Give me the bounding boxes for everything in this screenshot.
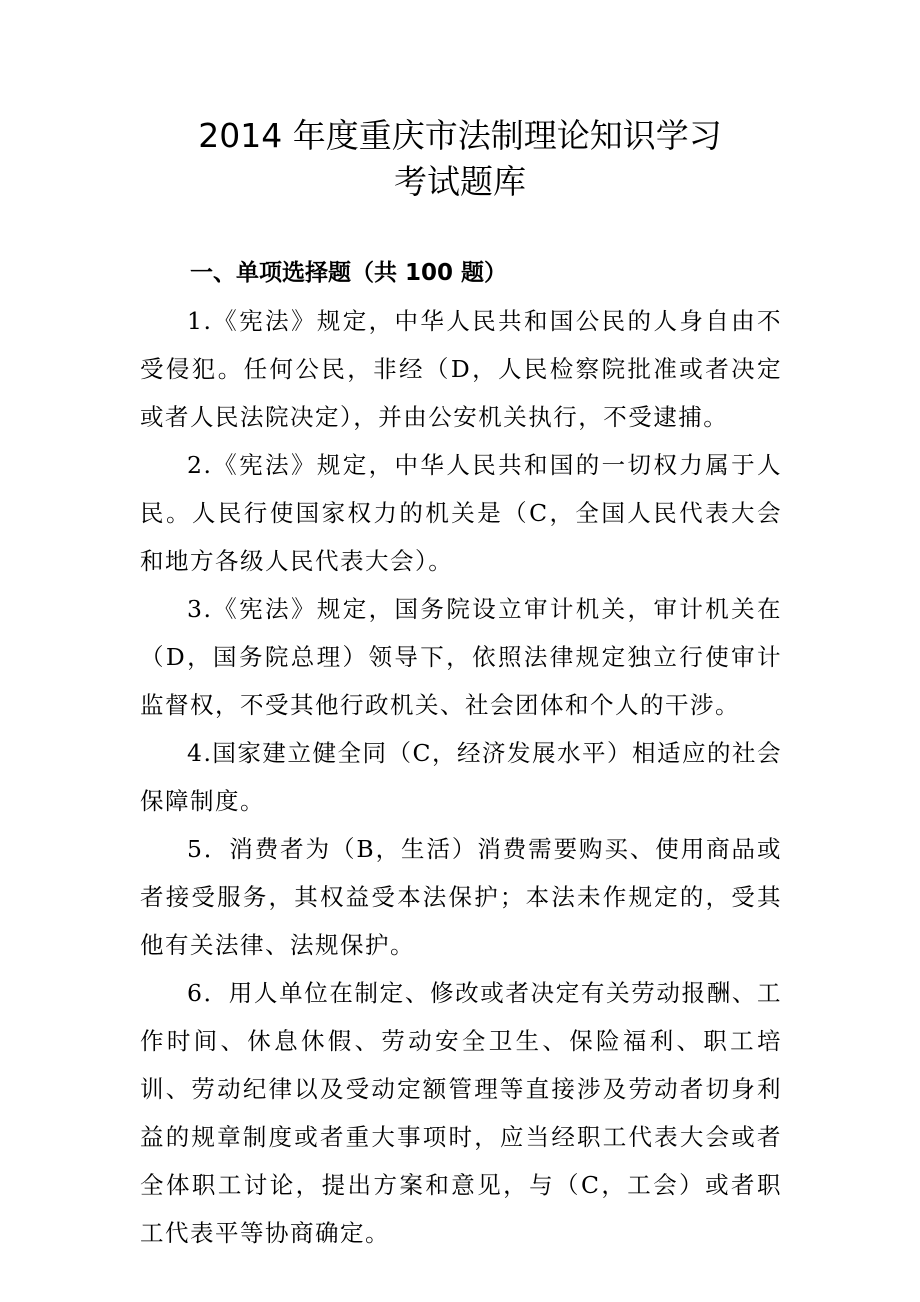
question-item: 4.国家建立健全同（C，经济发展水平）相适应的社会保障制度。 bbox=[140, 739, 782, 815]
question-item: 1.《宪法》规定，中华人民共和国公民的人身自由不受侵犯。任何公民，非经（D，人民检察院批准或者决定或者人民法院决定），并由公安机关执行，不受逮捕。 bbox=[140, 307, 782, 431]
question-item: 2.《宪法》规定，中华人民共和国的一切权力属于人民。人民行使国家权力的机关是（C，全国人民代表大会和地方各级人民代表大会）。 bbox=[140, 451, 782, 575]
document-title: 2014 年度重庆市法制理论知识学习 bbox=[198, 116, 722, 155]
question-item: 6．用人单位在制定、修改或者决定有关劳动报酬、工作时间、休息休假、劳动安全卫生、保险福利、职工培训、劳动纪律以及受动定额管理等直接涉及劳动者切身利益的规章制度或者重大事项时，应当经职工代表大会或者全体职工讨论，提出方案和意见，与（C，工会）或者职工代表平等协商确定。 bbox=[140, 979, 782, 1247]
document-subtitle: 考试题库 bbox=[394, 162, 526, 201]
question-item: 5．消费者为（B，生活）消费需要购买、使用商品或者接受服务，其权益受本法保护；本法未作规定的，受其他有关法律、法规保护。 bbox=[140, 835, 782, 959]
question-item: 3.《宪法》规定，国务院设立审计机关，审计机关在（D，国务院总理）领导下，依照法律规定独立行使审计监督权，不受其他行政机关、社会团体和个人的干涉。 bbox=[140, 595, 782, 719]
question-list bbox=[140, 297, 782, 1257]
section-heading: 一、单项选择题（共 100 题） bbox=[190, 260, 508, 286]
